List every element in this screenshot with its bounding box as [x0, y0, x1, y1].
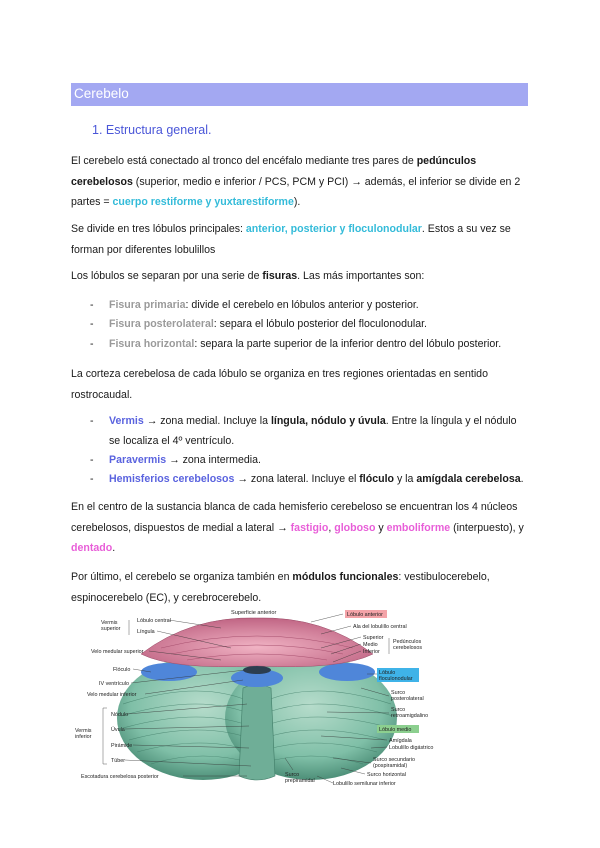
term-globoso: globoso — [334, 521, 376, 534]
flocculus-left — [141, 663, 197, 681]
svg-text:Velo medular inferior: Velo medular inferior — [87, 692, 137, 698]
fourth-ventricle — [243, 666, 271, 674]
flocculus-right — [319, 663, 375, 681]
svg-text:floculonodular: floculonodular — [379, 676, 413, 682]
svg-text:Escotadura cerebelosa posterio: Escotadura cerebelosa posterior — [81, 774, 159, 780]
term-lobes: anterior, posterior y floculonodular — [245, 223, 422, 235]
svg-text:posterolateral: posterolateral — [391, 696, 424, 702]
svg-text:Inferior: Inferior — [363, 649, 380, 655]
term-modulos-funcionales: módulos funcionales — [292, 571, 399, 583]
svg-text:Surco: Surco — [285, 772, 300, 778]
svg-text:Pirámide: Pirámide — [111, 743, 133, 749]
list-item-fisura-posterolateral: - Fisura posterolateral: separa el lóbulo posterior del floculonodular. — [90, 318, 427, 330]
svg-text:Vermis: Vermis — [101, 620, 118, 626]
svg-text:Nódulo: Nódulo — [111, 712, 129, 718]
term-fisuras: fisuras — [262, 270, 298, 282]
svg-text:Vermis: Vermis — [75, 728, 92, 734]
svg-text:Lóbulo: Lóbulo — [379, 670, 396, 676]
svg-text:IV ventrículo: IV ventrículo — [99, 681, 129, 687]
svg-text:Velo medular superior: Velo medular superior — [91, 649, 144, 655]
svg-text:Surco horizontal: Surco horizontal — [367, 772, 406, 778]
paragraph-fissures-intro: Los lóbulos se separan por una serie de fisuras. Las más importantes son: — [71, 270, 425, 282]
chapter-title: Cerebelo — [74, 86, 129, 101]
term-dentado: dentado — [71, 542, 113, 554]
paragraph-nuclei: En el centro de la sustancia blanca de cada hemisferio cerebeloso se encuentran los 4 núcleos cerebelosos, dispuestos de medial a lateral → fastigio, globoso y emboliforme (interpuesto), y dentado. — [71, 501, 524, 554]
svg-text:Túber: Túber — [111, 758, 126, 764]
cerebellum-illustration — [71, 608, 533, 790]
term-fastigio: fastigio — [290, 521, 329, 534]
svg-text:Surco: Surco — [391, 690, 406, 696]
svg-text:Amígdala: Amígdala — [389, 738, 412, 744]
svg-text:Lóbulo central: Lóbulo central — [137, 618, 171, 624]
svg-text:Ala del lobulillo central: Ala del lobulillo central — [353, 624, 407, 630]
section-heading: 1. Estructura general. — [92, 123, 212, 137]
paragraph-peduncles: El cerebelo está conectado al tronco del encéfalo mediante tres pares de pedúnculos cerebelosos (superior, medio e inferior / PCS, PCM y PCI) → además, el inferior se divide en 2 partes = cuerpo restiforme y yuxtarestiforme). — [71, 155, 521, 208]
svg-text:Pedúnculos: Pedúnculos — [393, 639, 422, 645]
chapter-heading-banner — [71, 83, 528, 106]
list-item-paravermis: - Paravermis → zona intermedia. — [90, 454, 261, 466]
svg-text:Surco: Surco — [391, 707, 406, 713]
svg-text:Língula: Língula — [137, 629, 155, 635]
term-emboliforme: emboliforme — [386, 521, 451, 534]
svg-text:Lóbulo medio: Lóbulo medio — [379, 727, 412, 733]
paragraph-cortex-regions: La corteza cerebelosa de cada lóbulo se organiza en tres regiones orientadas en sentido rostrocaudal. — [71, 368, 488, 401]
term-cuerpo-restiforme: cuerpo restiforme y yuxtarestiforme — [112, 196, 294, 208]
svg-text:inferior: inferior — [75, 734, 92, 740]
svg-text:Lóbulo anterior: Lóbulo anterior — [347, 612, 383, 618]
svg-text:prepiramidal: prepiramidal — [285, 778, 315, 784]
svg-text:Úvula: Úvula — [111, 727, 125, 733]
paragraph-functional-modules: Por último, el cerebelo se organiza también en módulos funcionales: vestibulocerebelo, espinocerebelo (EC), y cerebrocerebelo. — [71, 571, 490, 604]
svg-text:Flóculo: Flóculo — [113, 667, 131, 673]
svg-text:Superior: Superior — [363, 635, 384, 641]
svg-text:Lobulillo digástrico: Lobulillo digástrico — [389, 745, 434, 751]
svg-text:retroamigdalino: retroamigdalino — [391, 713, 429, 719]
svg-text:cerebelosos: cerebelosos — [393, 645, 423, 651]
svg-text:Lobulillo semilunar inferior: Lobulillo semilunar inferior — [333, 781, 396, 787]
paragraph-lobes: Se divide en tres lóbulos principales: anterior, posterior y floculonodular. Estos a su vez se forman por diferentes lobulillos — [71, 223, 511, 256]
svg-text:(pospiramidal): (pospiramidal) — [373, 763, 408, 769]
svg-text:Surco secundario: Surco secundario — [373, 757, 415, 763]
list-item-hemisferios: - Hemisferios cerebelosos → zona lateral. Incluye el flóculo y la amígdala cerebelosa. — [90, 473, 524, 485]
anterior-lobe — [141, 618, 373, 667]
svg-text:Medio: Medio — [363, 642, 378, 648]
cerebellum-anatomy-figure — [71, 608, 533, 790]
list-item-fisura-primaria: - Fisura primaria: divide el cerebelo en lóbulos anterior y posterior. — [90, 299, 419, 311]
list-item-fisura-horizontal: - Fisura horizontal: separa la parte superior de la inferior dentro del lóbulo posterior. — [90, 338, 502, 350]
label-superficie-anterior: Superficie anterior — [231, 610, 277, 616]
svg-text:superior: superior — [101, 626, 121, 632]
list-item-vermis: - Vermis → zona medial. Incluye la língula, nódulo y úvula. Entre la língula y el nódulo se localiza el 4º ventrículo. — [90, 415, 517, 447]
term-pedunculos: pedúnculos cerebelosos — [71, 155, 477, 188]
